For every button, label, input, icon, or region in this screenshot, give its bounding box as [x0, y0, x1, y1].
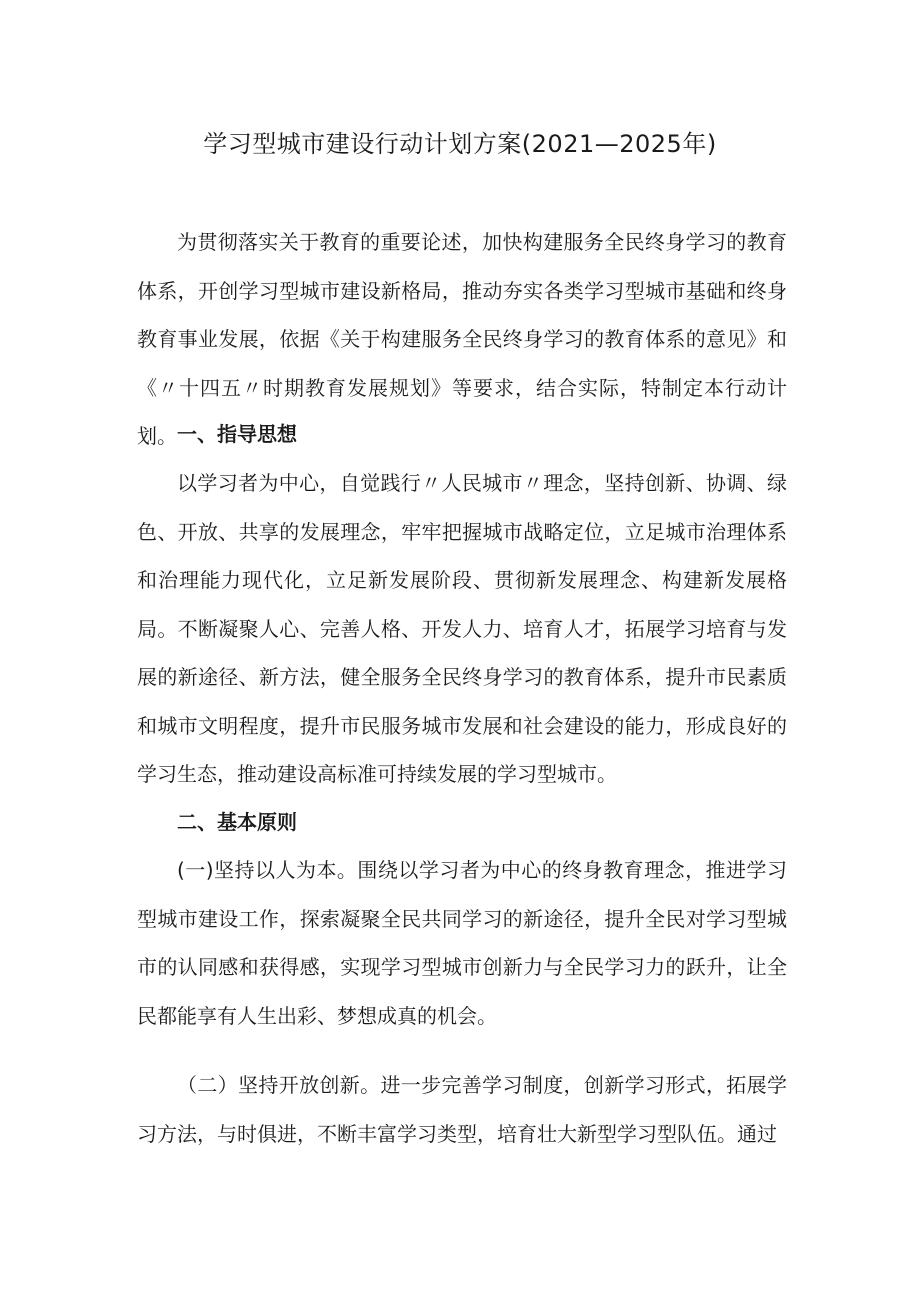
- principle-people-oriented-paragraph: (一)坚持以人为本。围绕以学习者为中心的终身教育理念，推进学习型城市建设工作，探索凝聚全民共同学习的新途径，提升全民对学习型城市的认同感和获得感，实现学习型城市创新力与全民学习力的跃升，让全民都能享有人生出彩、梦想成真的机会。: [137, 858, 787, 1028]
- guiding-thought-paragraph: 以学习者为中心，自觉践行〃人民城市〃理念，坚持创新、协调、绿色、开放、共享的发展理念，牢牢把握城市战略定位，立足城市治理体系和治理能力现代化，立足新发展阶段、贯彻新发展理念、构建新发展格局。不断凝聚人心、完善人格、开发人力、培育人才，拓展学习培育与发展的新途径、新方法，健全服务全民终身学习的教育体系，提升市民素质和城市文明程度，提升市民服务城市发展和社会建设的能力，形成良好的学习生态，推动建设高标准可持续发展的学习型城市。: [137, 471, 787, 786]
- intro-paragraph: 为贯彻落实关于教育的重要论述，加快构建服务全民终身学习的教育体系，开创学习型城市建设新格局，推动夯实各类学习型城市基础和终身教育事业发展，依据《关于构建服务全民终身学习的教育体系的意见》和《〃十四五〃时期教育发展规划》等要求，结合实际，特制定本行动计划。: [137, 230, 787, 448]
- section-heading-guiding-thought: 一、指导思想: [177, 422, 297, 446]
- principle-open-innovation-paragraph: （二）坚持开放创新。进一步完善学习制度，创新学习形式，拓展学习方法，与时俱进，不断丰富学习类型，培育壮大新型学习型队伍。通过: [137, 1073, 787, 1146]
- section-heading-basic-principles: 二、基本原则: [177, 810, 297, 834]
- document-title: 学习型城市建设行动计划方案(2021—2025年): [203, 130, 717, 158]
